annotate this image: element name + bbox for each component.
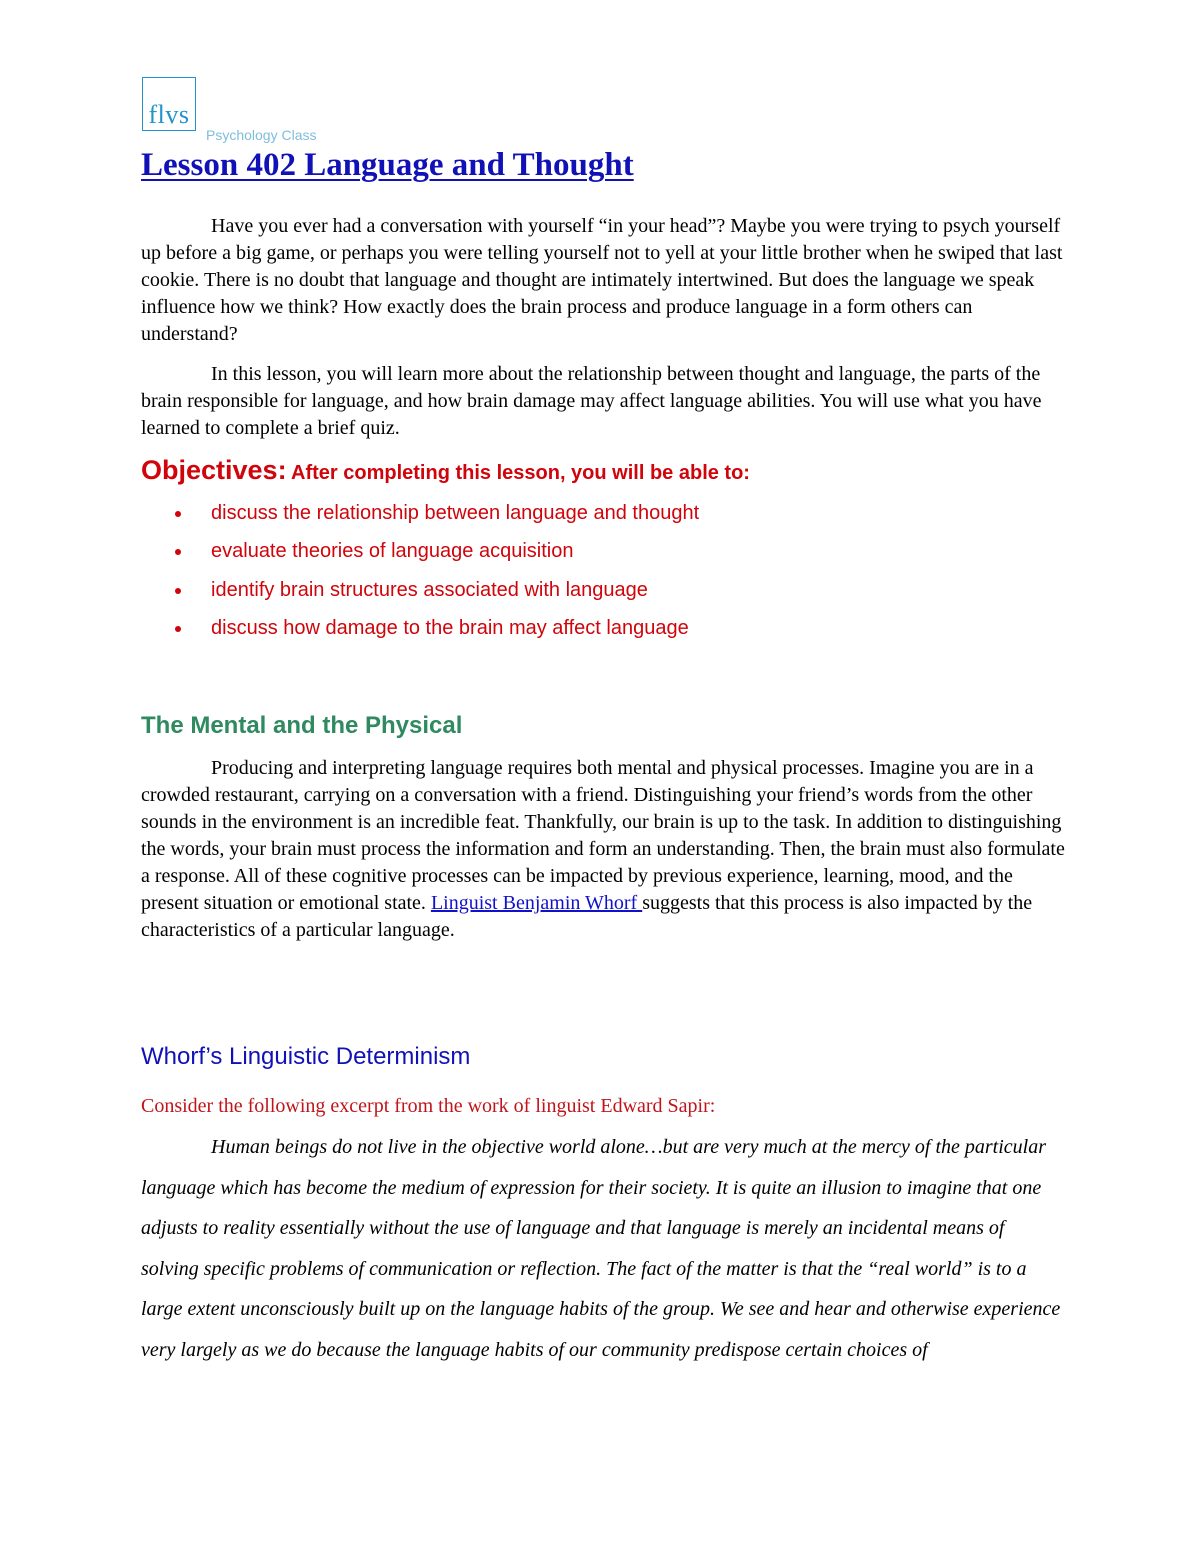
objective-item [141, 577, 699, 615]
objective-text: identify brain structures associated with language [211, 578, 648, 601]
objective-item [141, 538, 699, 576]
objective-item [141, 500, 699, 538]
intro-paragraph-1: Have you ever had a conversation with yourself “in your head”? Maybe you were trying to psych yourself up before a big game, or perhaps you were telling yourself not to yell at your little brother when he swiped that last cookie. There is no doubt that language and thought are intimately intertwined. But does the language we speak influence how we think? How exactly does the brain process and produce language in a form others can understand? [141, 215, 1063, 345]
bullet-icon [175, 626, 181, 632]
logo-text: flvs [148, 100, 190, 129]
course-subject: Psychology Class [206, 127, 317, 143]
section-heading-mental-physical: The Mental and the Physical [141, 712, 463, 739]
intro-paragraph-2: In this lesson, you will learn more about the relationship between thought and language, the parts of the brain responsible for language, and how brain damage may affect language abilities. You will use what you have learned to complete a brief quiz. [141, 363, 1042, 439]
paragraph-text-continued: suggests that this process is also impacted by the characteristics of a particular language. [141, 892, 1033, 941]
objective-text: discuss how damage to the brain may affect language [211, 616, 689, 639]
section-heading-whorf: Whorf’s Linguistic Determinism [141, 1043, 471, 1070]
bullet-icon [175, 549, 181, 555]
flvs-logo [142, 77, 196, 131]
bullet-icon [175, 588, 181, 594]
objective-text: evaluate theories of language acquisition [211, 540, 574, 563]
objectives-heading [141, 455, 750, 486]
page-title: Lesson 402 Language and Thought [141, 147, 634, 183]
paragraph-text: Producing and interpreting language requires both mental and physical processes. Imagine you are in a crowded restaurant, carrying on a conversation with a friend. Distinguishing your friend’s words from the other sounds in the environment is an incredible feat. Thankfully, our brain is up to the task. In addition to distinguishing the words, your brain must process the information and form an understanding. Then, the brain must also formulate a response. All of these cognitive processes can be impacted by previous experience, learning, mood, and the present situation or emotional state. [141, 757, 1065, 914]
objective-text: discuss the relationship between language and thought [211, 502, 700, 524]
mental-physical-paragraph [141, 755, 1066, 944]
whorf-link[interactable]: Linguist Benjamin Whorf [430, 892, 643, 914]
objectives-intro: After completing this lesson, you will be able to: [291, 462, 750, 484]
sapir-quote: Human beings do not live in the objective world alone…but are very much at the mercy of the particular language which has become the medium of expression for their society. It is quite an illusion to imagine that one adjusts to reality essentially without the use of language and that language is merely an incidental means of solving specific problems of communication or reflection. The fact of the matter is that the “real world” is to a large extent unconsciously built up on the language habits of the group. We see and hear and otherwise experience very largely as we do because the language habits of our community predispose certain choices of [141, 1136, 1061, 1361]
objectives-list [141, 500, 699, 653]
consider-prompt: Consider the following excerpt from the work of linguist Edward Sapir: [141, 1095, 716, 1117]
objectives-label: Objectives: [141, 455, 287, 485]
bullet-icon [175, 511, 181, 517]
objective-item [141, 615, 699, 653]
